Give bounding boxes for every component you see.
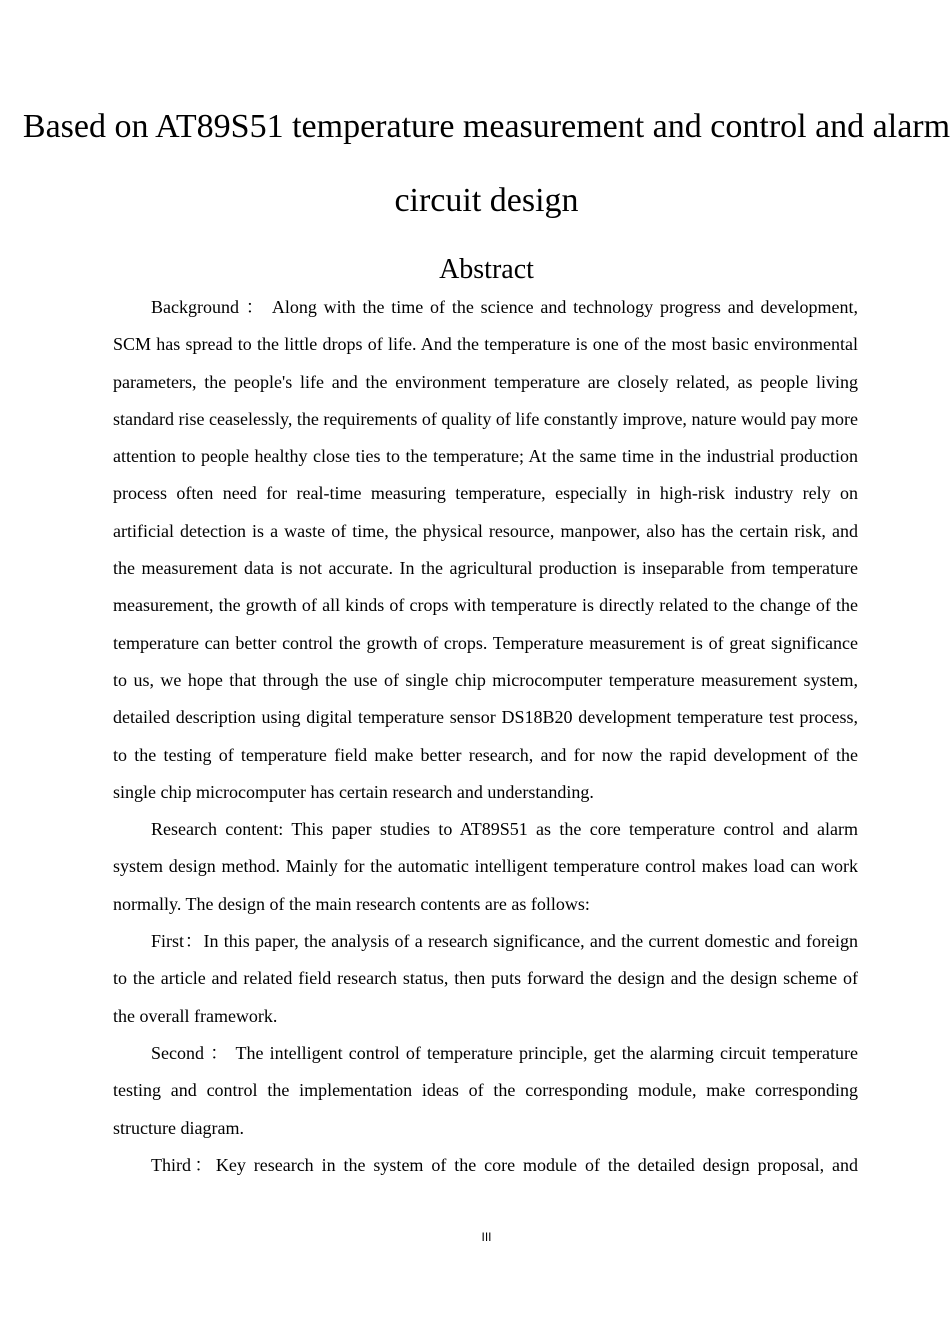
- document-title: Based on AT89S51 temperature measurement and control and alarm circuit design: [22, 108, 950, 219]
- paragraph-first: First：In this paper, the analysis of a research significance, and the current domestic and foreign to the article and related field research status, then puts forward the design and the design scheme of the overall framework.: [113, 931, 858, 1026]
- abstract-body: [113, 289, 858, 1184]
- paragraph-second: Second ： The intelligent control of temperature principle, get the alarming circuit temperature testing and control the implementation ideas of the corresponding module, make corresponding structure diagram.: [113, 1042, 858, 1138]
- paragraph-background: Background ： Along with the time of the science and technology progress and development, SCM has spread to the little drops of life. And the temperature is one of the most basic environmental parameters, the people's life and the environment temperature are closely related, as people living standard rise ceaselessly, the requirements of quality of life constantly improve, nature would pay more attention to people healthy close ties to the temperature; At the same time in the industrial production process often need for real-time measuring temperature, especially in high-risk industry rely on artificial detection is a waste of time, the physical resource, manpower, also has the certain risk, and the measurement data is not accurate. In the agricultural production is inseparable from temperature measurement, the growth of all kinds of crops with temperature is directly related to the change of the temperature can better control the growth of crops. Temperature measurement is of great significance to us, we hope that through the use of single chip microcomputer temperature measurement system, detailed description using digital temperature sensor DS18B20 development temperature test process, to the testing of temperature field make better research, and for now the rapid development of the single chip microcomputer has certain research and understanding.: [113, 297, 858, 802]
- paragraph-research-content: Research content: This paper studies to AT89S51 as the core temperature control and alarm system design method. Mainly for the automatic intelligent temperature control makes load can work normally. The design of the main research contents are as follows:: [113, 819, 858, 914]
- page-number: III: [481, 1230, 492, 1244]
- paragraph-third: Third：Key research in the system of the core module of the detailed design proposal, and: [151, 1154, 858, 1175]
- abstract-heading: Abstract: [439, 254, 534, 285]
